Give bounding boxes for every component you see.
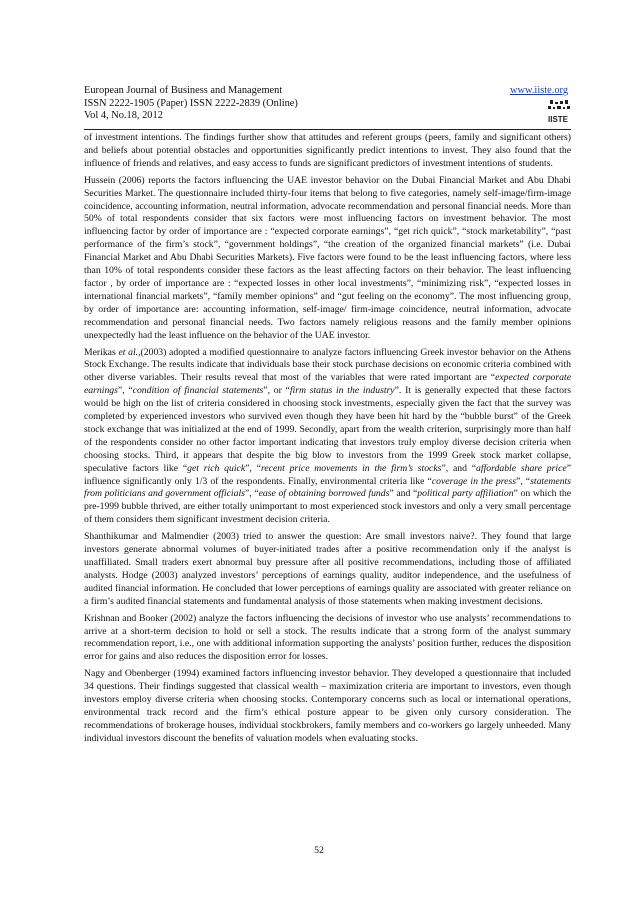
journal-header: [84, 85, 571, 123]
paragraph-shanthikumar: Shanthikumar and Malmendier (2003) tried to answer the question: Are small investors naive?. They found that large investors generate abnormal volumes of buyer-initiated trades after a positive recommendation only if the analyst is unaffiliated. Small traders exert abnormal buy pressure after all positive recommendations, including those of affiliated analysts. Hodge (2003) analyzed investors’ perceptions of earnings quality, auditor independence, and the usefulness of audited financial information. He concluded that lower perceptions of earnings quality are associated with greater reliance on a firm’s audited financial statements and fundamental analysis of those statements when making investment decisions.: [84, 531, 571, 607]
svg-text:IISTE: IISTE: [548, 115, 569, 124]
paragraph-hussein: Hussein (2006) reports the factors influencing the UAE investor behavior on the Dubai Financial Market and Abu Dhabi Securities Market. The questionnaire included thirty-four items that belong to five categories, namely self-image/firm-image coincidence, accounting information, neutral information, advocate recommendation and personal financial needs. More than 50% of total respondents consider that six factors were most influencing factors on investment behavior. The most influencing factor by order of importance are : “expected corporate earnings”, “get rich quick”, “stock marketability”, “past performance of the firm’s stock”, “government holdings”, “the creation of the organized financial markets” (i.e. Dubai Financial Market and Abu Dhabi Securities Markets). Five factors were found to be the least influencing factors, where less than 10% of total respondents consider these factors as the least affecting factors on their behavior. The least influencing factor , by order of importance are : “expected losses in other local investments”, “minimizing risk”, “expected losses in international financial markets”, “family member opinions” and “gut feeling on the economy”. The most influencing group, by order of importance are: accounting information, self-image/ firm-image coincidence, neutral information, advocate recommendation and personal financial needs. Two factors namely religious reasons and the family member opinions unexpectedly had the least influence on the behavior of the UAE investor.: [84, 174, 571, 341]
paragraph-merikas: Merikas et al.,(2003) adopted a modified questionnaire to analyze factors influencing Greek investor behavior on the Athens Stock Exchange. The results indicate that individuals base their stock purchase decisions on economic criteria combined with other diverse variables. Their results reveal that most of the variables that were rated important are “expected corporate earnings”, “condition of financial statements”, or “firm status in the industry”. It is generally expected that these factors would be high on the list of criteria considered in choosing stock investments, especially given the fact that the survey was completed by experienced investors who survived even though they have been hit hard by the “bubble burst” of the Greek stock exchange that was initialized at the end of 1999. Secondly, apart from the wealth criterion, surprisingly more than half of the respondents consider no other factor important indicating that investors truly employ diverse decision criteria when choosing stocks. Third, it appears that despite the big blow to investors from the 1999 Greek stock market collapse, speculative factors like “get rich quick”, “recent price movements in the firm’s stocks”, and “affordable share price” influence significantly only 1/3 of the respondents. Finally, environmental criteria like “coverage in the press”, “statements from politicians and government officials”, “ease of obtaining borrowed funds” and “political party affiliation” on which the pre-1999 bubble thrived, are either totally unimportant to most experienced stock investors and only a very small percentage of them considers them significant investment decision criteria.: [84, 346, 572, 526]
iiste-logo-icon: [548, 100, 572, 126]
journal-title: European Journal of Business and Management: [84, 85, 283, 96]
paragraph-intro: of investment intentions. The findings further show that attitudes and referent groups (peers, family and significant others) and beliefs about potential obstacles and opportunities significantly predict intentions to invest. They also found that the influence of friends and relatives, and easy access to funds are significant predictors of investment intentions of students.: [84, 132, 571, 169]
journal-issn: ISSN 2222-1905 (Paper) ISSN 2222-2839 (Online): [84, 97, 298, 109]
page-number: 52: [314, 845, 324, 856]
header-divider: [84, 129, 571, 130]
journal-url-link[interactable]: www.iiste.org: [510, 85, 569, 96]
paragraph-nagy: Nagy and Obenberger (1994) examined factors influencing investor behavior. They developed a questionnaire that included 34 questions. Their findings suggested that classical wealth – maximization criteria are important to investors, even though investors employ diverse criteria when choosing stocks. Contemporary concerns such as local or international operations, environmental track record and the firm’s ethical posture appear to be given only cursory consideration. The recommendations of brokerage houses, individual stockbrokers, family members and co-workers go largely unheeded. Many individual investors discount the benefits of valuation models when evaluating stocks.: [84, 668, 571, 744]
journal-volume: Vol 4, No.18, 2012: [84, 110, 163, 122]
paragraph-krishnan: Krishnan and Booker (2002) analyze the factors influencing the decisions of investor who use analysts’ recommendations to arrive at a short-term decision to hold or sell a stock. The results indicate that a strong form of the analyst summary recommendation report, i.e., one with additional information supporting the analysts’ position further, reduces the disposition error for gains and also reduces the disposition error for losses.: [84, 612, 571, 663]
article-body: [84, 132, 571, 746]
